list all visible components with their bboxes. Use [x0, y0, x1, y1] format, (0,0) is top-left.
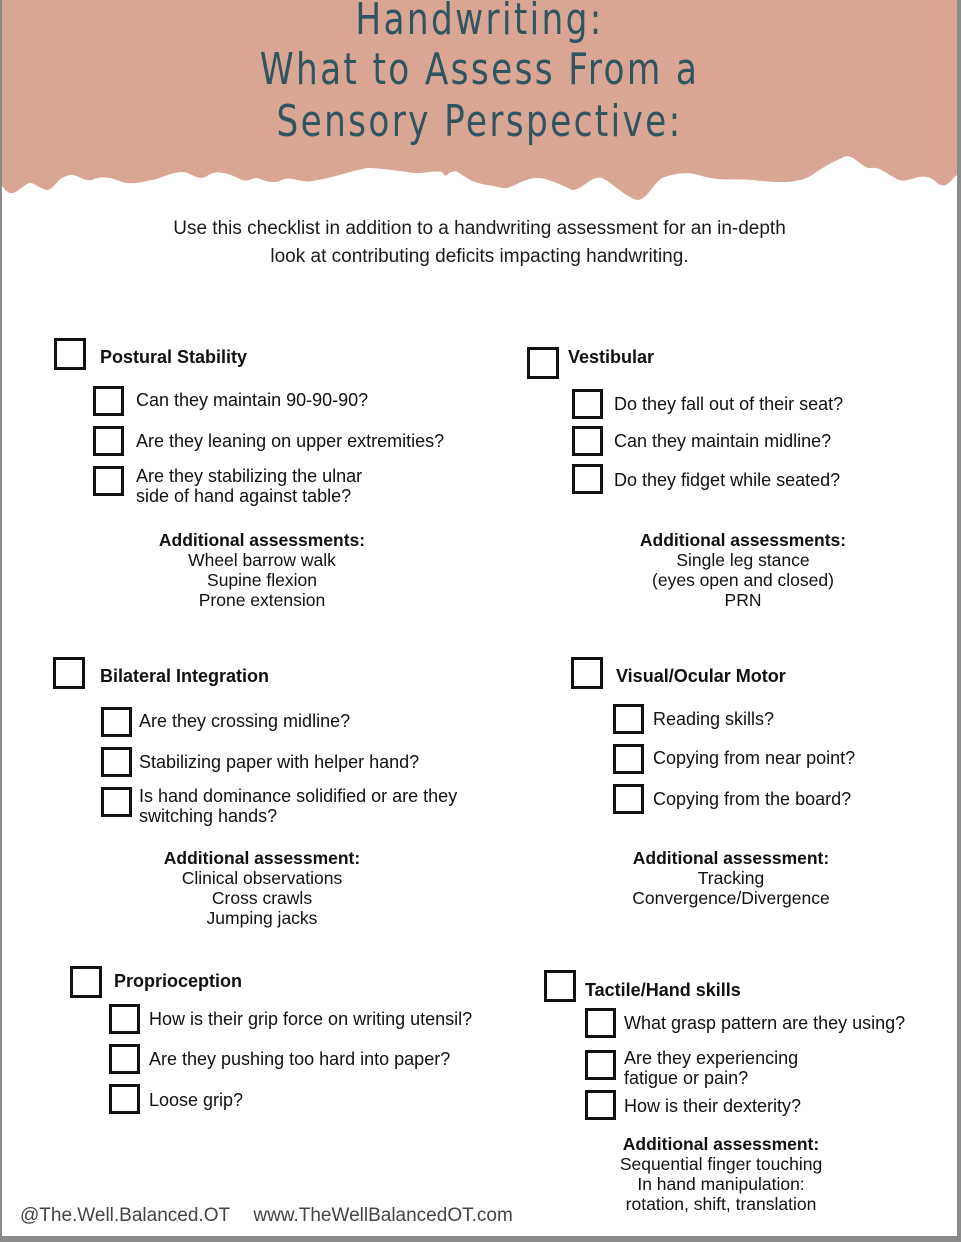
additional-item: Sequential finger touching — [619, 1154, 823, 1174]
additional-heading: Additional assessment: — [622, 1134, 820, 1154]
additional-heading: Additional assessments: — [639, 530, 847, 550]
additional-item: In hand manipulation: — [637, 1174, 805, 1194]
postural-stability-heading: Postural Stability — [100, 347, 248, 367]
vestibular-heading: Vestibular — [568, 347, 655, 367]
item-checkbox[interactable] — [585, 1008, 616, 1038]
checklist-item-text: Do they fidget while seated? — [614, 470, 841, 490]
additional-item: Clinical observations — [181, 868, 343, 888]
checklist-item-text: Is hand dominance solidified or are they switching hands? — [139, 786, 458, 826]
intro-line-2: look at contributing deficits impacting handwriting. — [270, 246, 689, 267]
footer — [20, 1205, 531, 1227]
additional-item: Cross crawls — [211, 888, 313, 908]
bilateral-integration-heading: Bilateral Integration — [100, 666, 270, 686]
postural-stability-additional-assessments — [112, 530, 412, 610]
checklist-item-text: Loose grip? — [149, 1090, 244, 1110]
additional-item: (eyes open and closed) — [652, 570, 834, 590]
instagram-handle[interactable]: @The.Well.Balanced.OT — [20, 1205, 231, 1226]
vestibular-additional-assessments — [593, 530, 893, 610]
item-checkbox[interactable] — [101, 787, 132, 817]
item-checkbox[interactable] — [93, 386, 124, 416]
proprioception-heading: Proprioception — [114, 971, 243, 991]
checklist-item-text: What grasp pattern are they using? — [624, 1013, 906, 1033]
visual-ocular-motor-checkbox[interactable] — [571, 657, 603, 689]
visual-ocular-motor-additional-assessments — [581, 848, 881, 908]
title-line-3: Sensory Perspective: — [276, 96, 683, 147]
additional-item: Wheel barrow walk — [188, 550, 336, 570]
checklist-item-text: Do they fall out of their seat? — [614, 394, 844, 414]
title-line-2: What to Assess From a — [259, 44, 700, 95]
bilateral-integration-additional-assessments — [112, 848, 412, 928]
item-checkbox[interactable] — [109, 1084, 140, 1114]
checklist-item-text: Reading skills? — [653, 709, 775, 729]
item-checkbox[interactable] — [101, 707, 132, 737]
proprioception-checkbox[interactable] — [70, 966, 102, 998]
checklist-item-text: Are they pushing too hard into paper? — [149, 1049, 451, 1069]
item-checkbox[interactable] — [93, 426, 124, 456]
additional-item: Supine flexion — [207, 570, 317, 590]
checklist-item-text: Copying from the board? — [653, 789, 852, 809]
checklist-item-text: Copying from near point? — [653, 748, 856, 768]
checklist-item-text: Are they stabilizing the ulnar side of hand against table? — [136, 466, 363, 506]
checklist-item-text: Are they crossing midline? — [139, 711, 351, 731]
item-checkbox[interactable] — [109, 1004, 140, 1034]
item-checkbox[interactable] — [101, 747, 132, 777]
worksheet-page — [2, 0, 957, 1236]
additional-item: Single leg stance — [676, 550, 810, 570]
tactile-hand-skills-checkbox[interactable] — [544, 970, 576, 1002]
additional-item: Jumping jacks — [206, 908, 318, 928]
item-checkbox[interactable] — [585, 1050, 616, 1080]
additional-heading: Additional assessment: — [163, 848, 361, 868]
visual-ocular-motor-heading: Visual/Ocular Motor — [616, 666, 786, 686]
item-checkbox[interactable] — [613, 744, 644, 774]
additional-heading: Additional assessments: — [158, 530, 366, 550]
additional-item: Tracking — [697, 868, 765, 888]
item-checkbox[interactable] — [572, 389, 603, 419]
checklist-item-text: Stabilizing paper with helper hand? — [139, 752, 420, 772]
item-checkbox[interactable] — [613, 784, 644, 814]
additional-item: PRN — [724, 590, 762, 610]
bilateral-integration-checkbox[interactable] — [53, 657, 85, 689]
item-checkbox[interactable] — [572, 426, 603, 456]
header-banner — [2, 0, 957, 215]
intro-line-1: Use this checklist in addition to a handwriting assessment for an in-depth — [173, 218, 786, 239]
checklist-item-text: Can they maintain midline? — [614, 431, 832, 451]
item-checkbox[interactable] — [572, 464, 603, 494]
website-link[interactable]: www.TheWellBalancedOT.com — [253, 1205, 513, 1226]
intro-text — [2, 215, 957, 271]
checklist-item-text: Are they experiencing fatigue or pain? — [624, 1048, 799, 1088]
item-checkbox[interactable] — [585, 1090, 616, 1120]
item-checkbox[interactable] — [109, 1044, 140, 1074]
item-checkbox[interactable] — [613, 704, 644, 734]
checklist-item-text: How is their dexterity? — [624, 1096, 802, 1116]
additional-item: Prone extension — [198, 590, 326, 610]
checklist-item-text: How is their grip force on writing utensil? — [149, 1009, 473, 1029]
checklist-item-text: Are they leaning on upper extremities? — [136, 431, 445, 451]
additional-item: Convergence/Divergence — [632, 888, 830, 908]
tactile-hand-skills-additional-assessments — [571, 1134, 871, 1214]
tactile-hand-skills-heading: Tactile/Hand skills — [585, 980, 741, 1000]
additional-heading: Additional assessment: — [632, 848, 830, 868]
vestibular-checkbox[interactable] — [527, 347, 559, 379]
additional-item: rotation, shift, translation — [625, 1194, 817, 1214]
item-checkbox[interactable] — [93, 466, 124, 496]
postural-stability-checkbox[interactable] — [54, 338, 86, 370]
title-line-1: Handwriting: — [355, 0, 604, 45]
checklist-item-text: Can they maintain 90-90-90? — [136, 390, 369, 410]
